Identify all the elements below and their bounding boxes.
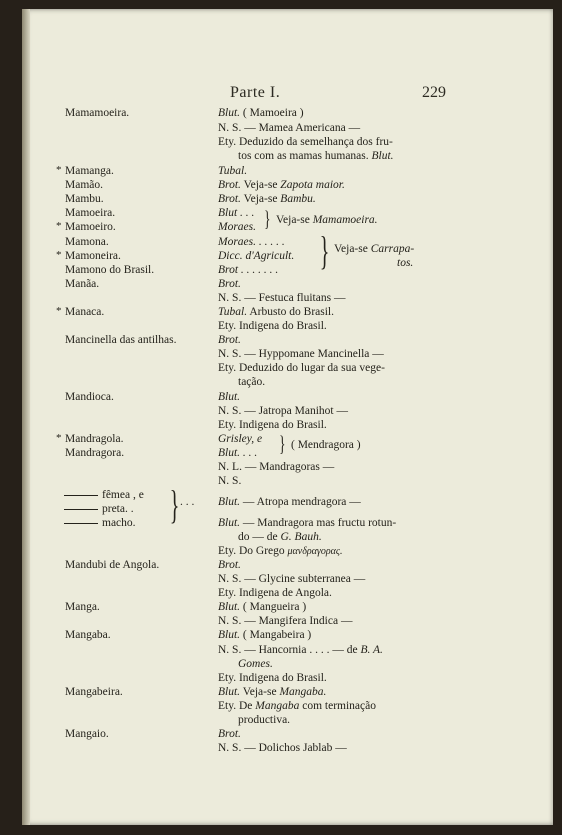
- source-ref: Dicc. d'Agricult.: [218, 250, 295, 262]
- brace-symbol: }: [169, 482, 180, 527]
- page-number: 229: [422, 84, 446, 101]
- term-mamoneira: Mamoneira.: [65, 250, 121, 262]
- greek-word: μανδραγορας.: [287, 546, 343, 557]
- definition-text: Veja-se: [243, 179, 278, 191]
- asterisk-mark: *: [56, 305, 62, 317]
- source-ref: Blut.: [371, 150, 394, 162]
- source-ref: Brot.: [218, 559, 241, 571]
- definition-text: Arbusto do Brasil.: [249, 306, 334, 318]
- definition-text: — Mandragora mas fructu rotun-: [242, 517, 397, 529]
- page-header-title: Parte I.: [230, 84, 281, 101]
- source-ref: Blut.: [218, 629, 241, 641]
- definition-text: N. S. — Mamea Americana —: [218, 122, 361, 134]
- term-mamanga: Mamanga.: [65, 165, 114, 177]
- brace-symbol: }: [279, 431, 286, 456]
- definition-text: Ety. Indigena do Brasil.: [218, 419, 327, 431]
- definition-text: N. L. — Mandragoras —: [218, 461, 335, 473]
- source-ref: Tubal.: [218, 165, 248, 177]
- definition-text: tos com as mamas humanas.: [238, 150, 369, 162]
- definition-text: N. S. — Jatropa Manihot —: [218, 405, 349, 417]
- term-mamona: Mamona.: [65, 236, 109, 248]
- ditto-dash: [64, 509, 98, 510]
- ditto-dash: [64, 495, 98, 496]
- definition-text: N. S. — Festuca fluitans —: [218, 292, 346, 304]
- term-mamoeira: Mamoeira.: [65, 207, 116, 219]
- definition-text: — Atropa mendragora —: [242, 496, 361, 508]
- page-spine-shadow: [22, 9, 30, 825]
- source-ref: Blut. . . .: [218, 447, 258, 459]
- source-ref: Grisley, e: [218, 433, 263, 445]
- cross-ref: Zapota maior.: [280, 179, 345, 191]
- asterisk-mark: *: [56, 220, 62, 232]
- term-macho: macho.: [102, 517, 136, 529]
- term-femea: fêmea , e: [102, 489, 144, 501]
- definition-text: Veja-se: [276, 214, 310, 226]
- source-ref: Moraes. . . . . .: [218, 236, 285, 248]
- term-preta: preta. .: [102, 503, 134, 515]
- definition-text: Ety. Indigena do Brasil.: [218, 320, 327, 332]
- definition-text: com terminação: [302, 700, 376, 712]
- definition-text: N. S. — Hyppomane Mancinella —: [218, 348, 384, 360]
- definition-text: N. S. — Hancornia . . . . — de: [218, 644, 358, 656]
- asterisk-mark: *: [56, 432, 62, 444]
- asterisk-mark: *: [56, 249, 62, 261]
- asterisk-mark: *: [56, 164, 62, 176]
- definition-text: do — de: [238, 531, 278, 543]
- term-mandioca: Mandioca.: [65, 391, 114, 403]
- cross-ref: Mangaba: [255, 700, 300, 712]
- definition-text: Ety. Indigena do Brasil.: [218, 672, 327, 684]
- definition-text: Ety. Indigena de Angola.: [218, 587, 332, 599]
- definition-text: Ety. De: [218, 700, 253, 712]
- brace-symbol: }: [264, 206, 271, 231]
- term-mandubi: Mandubi de Angola.: [65, 559, 160, 571]
- term-mamono-do-brasil: Mamono do Brasil.: [65, 264, 155, 276]
- source-ref: Blut.: [218, 496, 241, 508]
- term-mambu: Mambu.: [65, 193, 104, 205]
- source-ref: Blut.: [218, 517, 241, 529]
- definition-text: Veja-se: [243, 193, 278, 205]
- definition-text: Veja-se: [334, 243, 368, 255]
- definition-text: N. S. — Glycine subterranea —: [218, 573, 366, 585]
- definition-text: tação.: [238, 376, 266, 388]
- cross-ref: Carrapa-: [370, 243, 415, 255]
- term-manaa: Manãa.: [65, 278, 100, 290]
- cross-ref: Mamamoeira.: [312, 214, 378, 226]
- definition-text: productiva.: [238, 714, 291, 726]
- term-mancinella: Mancinella das antilhas.: [65, 334, 177, 346]
- definition-text: Ety. Deduzido do lugar da sua vege-: [218, 362, 385, 374]
- term-mamao: Mamão.: [65, 179, 104, 191]
- source-ref: Blut.: [218, 107, 241, 119]
- cross-ref: G. Bauh.: [280, 531, 322, 543]
- source-ref: Brot.: [218, 334, 241, 346]
- term-mamamoeira: Mamamoeira.: [65, 107, 130, 119]
- source-ref: Brot . . . . . . .: [218, 264, 279, 276]
- source-ref: Tubal.: [218, 306, 248, 318]
- term-mandragola: Mandragola.: [65, 433, 124, 445]
- cross-ref: Mangaba.: [279, 686, 327, 698]
- definition-text: ( Mendragora ): [291, 439, 361, 451]
- term-mangaba: Mangaba.: [65, 629, 111, 641]
- term-mangaio: Mangaio.: [65, 728, 109, 740]
- cross-ref: B. A.: [360, 644, 383, 656]
- leader-dots: . . .: [180, 496, 195, 508]
- source-ref: Blut.: [218, 686, 241, 698]
- definition-text: Ety. Deduzido da semelhança dos fru-: [218, 136, 393, 148]
- source-ref: Brot.: [218, 278, 241, 290]
- definition-text: N. S. — Mangifera Indica —: [218, 615, 353, 627]
- cross-ref: tos.: [397, 257, 414, 269]
- source-ref: Brot.: [218, 193, 241, 205]
- definition-text: N. S.: [218, 475, 242, 487]
- definition-text: ( Mangabeira ): [242, 629, 312, 641]
- ditto-dash: [64, 523, 98, 524]
- source-ref: Blut . . .: [218, 207, 255, 219]
- term-manga: Manga.: [65, 601, 100, 613]
- brace-symbol: }: [319, 228, 330, 273]
- term-mangabeira: Mangabeira.: [65, 686, 123, 698]
- source-ref: Brot.: [218, 728, 241, 740]
- term-manaca: Manaca.: [65, 306, 105, 318]
- book-page: [22, 9, 553, 825]
- source-ref: Moraes.: [218, 221, 257, 233]
- term-mamoeiro: Mamoeiro.: [65, 221, 116, 233]
- definition-text: N. S. — Dolichos Jablab —: [218, 742, 347, 754]
- source-ref: Blut.: [218, 601, 241, 613]
- definition-text: Veja-se: [242, 686, 277, 698]
- definition-text: ( Mamoeira ): [242, 107, 304, 119]
- cross-ref: Gomes.: [238, 658, 273, 670]
- cross-ref: Bambu.: [280, 193, 316, 205]
- definition-text: ( Mangueira ): [242, 601, 307, 613]
- term-mandragora: Mandragora.: [65, 447, 125, 459]
- source-ref: Blut.: [218, 391, 241, 403]
- source-ref: Brot.: [218, 179, 241, 191]
- definition-text: Ety. Do Grego: [218, 545, 285, 557]
